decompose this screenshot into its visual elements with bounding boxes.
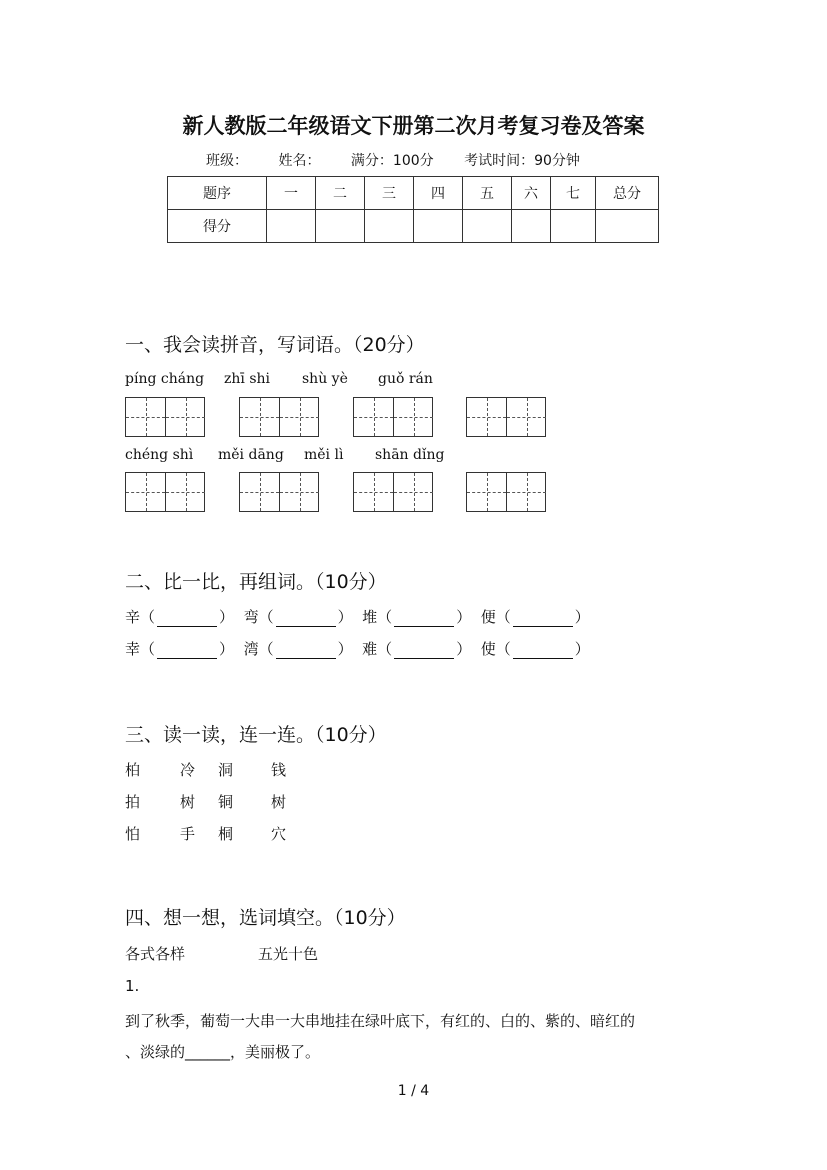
table-cell: 四 bbox=[414, 177, 463, 210]
table-cell: 题序 bbox=[168, 177, 267, 210]
score-blank-cell[interactable] bbox=[596, 210, 659, 243]
pinyin-label: shù yè bbox=[302, 371, 348, 387]
writing-grid[interactable] bbox=[466, 472, 546, 512]
name-label: 姓名： bbox=[278, 153, 321, 169]
writing-grid[interactable] bbox=[353, 397, 433, 437]
char-label: 湾 bbox=[243, 640, 259, 658]
match-item[interactable]: 铜 bbox=[218, 793, 234, 811]
score-blank-cell[interactable] bbox=[267, 210, 316, 243]
answer-blank[interactable] bbox=[394, 643, 454, 659]
writing-grid[interactable] bbox=[239, 397, 319, 437]
match-item[interactable]: 手 bbox=[180, 825, 196, 843]
answer-blank[interactable] bbox=[157, 611, 217, 627]
writing-grid[interactable] bbox=[125, 472, 205, 512]
full-marks: 满分：100分 bbox=[350, 153, 434, 169]
table-cell: 总分 bbox=[596, 177, 659, 210]
question-text: 到了秋季，葡萄一大串一大串地挂在绿叶底下，有红的、白的、紫的、暗红的 bbox=[125, 1012, 636, 1030]
table-cell: 得分 bbox=[168, 210, 267, 243]
match-item[interactable]: 怕 bbox=[125, 825, 141, 843]
answer-blank[interactable] bbox=[276, 643, 336, 659]
pinyin-label: měi lì bbox=[304, 447, 344, 463]
match-item[interactable]: 冷 bbox=[180, 761, 196, 779]
section-4-heading: 四、想一想，选词填空。（10分） bbox=[125, 907, 406, 929]
char-label: 便 bbox=[480, 608, 496, 626]
match-item[interactable]: 拍 bbox=[125, 793, 141, 811]
question-number: 1. bbox=[125, 977, 140, 995]
score-blank-cell[interactable] bbox=[316, 210, 365, 243]
pinyin-label: zhī shi bbox=[224, 371, 270, 387]
match-item[interactable]: 钱 bbox=[271, 761, 287, 779]
table-cell: 六 bbox=[512, 177, 551, 210]
writing-grid[interactable] bbox=[353, 472, 433, 512]
char-label: 弯 bbox=[243, 608, 259, 626]
match-item[interactable]: 穴 bbox=[271, 825, 287, 843]
class-label: 班级： bbox=[206, 153, 248, 169]
pinyin-label: chéng shì bbox=[125, 447, 194, 463]
pinyin-label: píng cháng bbox=[125, 371, 205, 387]
score-blank-cell[interactable] bbox=[365, 210, 414, 243]
compare-row: 辛（ ） 弯（ ） 堆（ ） 便（ ） bbox=[125, 608, 590, 626]
char-label: 堆 bbox=[362, 608, 378, 626]
table-cell: 一 bbox=[267, 177, 316, 210]
score-header-row bbox=[168, 177, 659, 210]
page-number: 1 / 4 bbox=[397, 1083, 430, 1099]
char-label: 难 bbox=[362, 640, 378, 658]
writing-grid[interactable] bbox=[239, 472, 319, 512]
match-item[interactable]: 柏 bbox=[125, 761, 141, 779]
char-label: 幸 bbox=[125, 640, 141, 658]
match-item[interactable]: 洞 bbox=[218, 761, 234, 779]
pinyin-label: měi dāng bbox=[218, 447, 284, 463]
page-title: 新人教版二年级语文下册第二次月考复习卷及答案 bbox=[182, 113, 645, 138]
score-blank-cell[interactable] bbox=[551, 210, 596, 243]
score-blank-cell[interactable] bbox=[463, 210, 512, 243]
score-blank-cell[interactable] bbox=[512, 210, 551, 243]
char-label: 辛 bbox=[125, 608, 141, 626]
writing-grid[interactable] bbox=[466, 397, 546, 437]
table-cell: 二 bbox=[316, 177, 365, 210]
answer-blank[interactable] bbox=[513, 643, 573, 659]
answer-blank[interactable] bbox=[276, 611, 336, 627]
word-choice: 各式各样 bbox=[125, 945, 186, 963]
section-2-heading: 二、比一比，再组词。（10分） bbox=[125, 571, 387, 593]
pinyin-label: guǒ rán bbox=[378, 371, 433, 387]
exam-time: 考试时间：90分钟 bbox=[464, 153, 580, 169]
answer-blank[interactable] bbox=[513, 611, 573, 627]
word-choice: 五光十色 bbox=[258, 945, 319, 963]
match-item[interactable]: 树 bbox=[271, 793, 287, 811]
writing-grid[interactable] bbox=[125, 397, 205, 437]
section-3-heading: 三、读一读，连一连。（10分） bbox=[125, 724, 387, 746]
char-label: 使 bbox=[480, 640, 496, 658]
score-table bbox=[167, 176, 659, 243]
table-cell: 三 bbox=[365, 177, 414, 210]
compare-row: 幸（ ） 湾（ ） 难（ ） 使（ ） bbox=[125, 640, 590, 658]
table-cell: 七 bbox=[551, 177, 596, 210]
score-row bbox=[168, 210, 659, 243]
table-cell: 五 bbox=[463, 177, 512, 210]
answer-blank[interactable] bbox=[157, 643, 217, 659]
question-text: 、淡绿的______，美丽极了。 bbox=[125, 1043, 321, 1061]
match-item[interactable]: 树 bbox=[180, 793, 196, 811]
exam-info bbox=[206, 150, 606, 170]
section-1-heading: 一、我会读拼音，写词语。（20分） bbox=[125, 334, 425, 356]
pinyin-label: shān dǐng bbox=[375, 447, 445, 463]
match-item[interactable]: 桐 bbox=[218, 825, 234, 843]
answer-blank[interactable] bbox=[394, 611, 454, 627]
score-blank-cell[interactable] bbox=[414, 210, 463, 243]
